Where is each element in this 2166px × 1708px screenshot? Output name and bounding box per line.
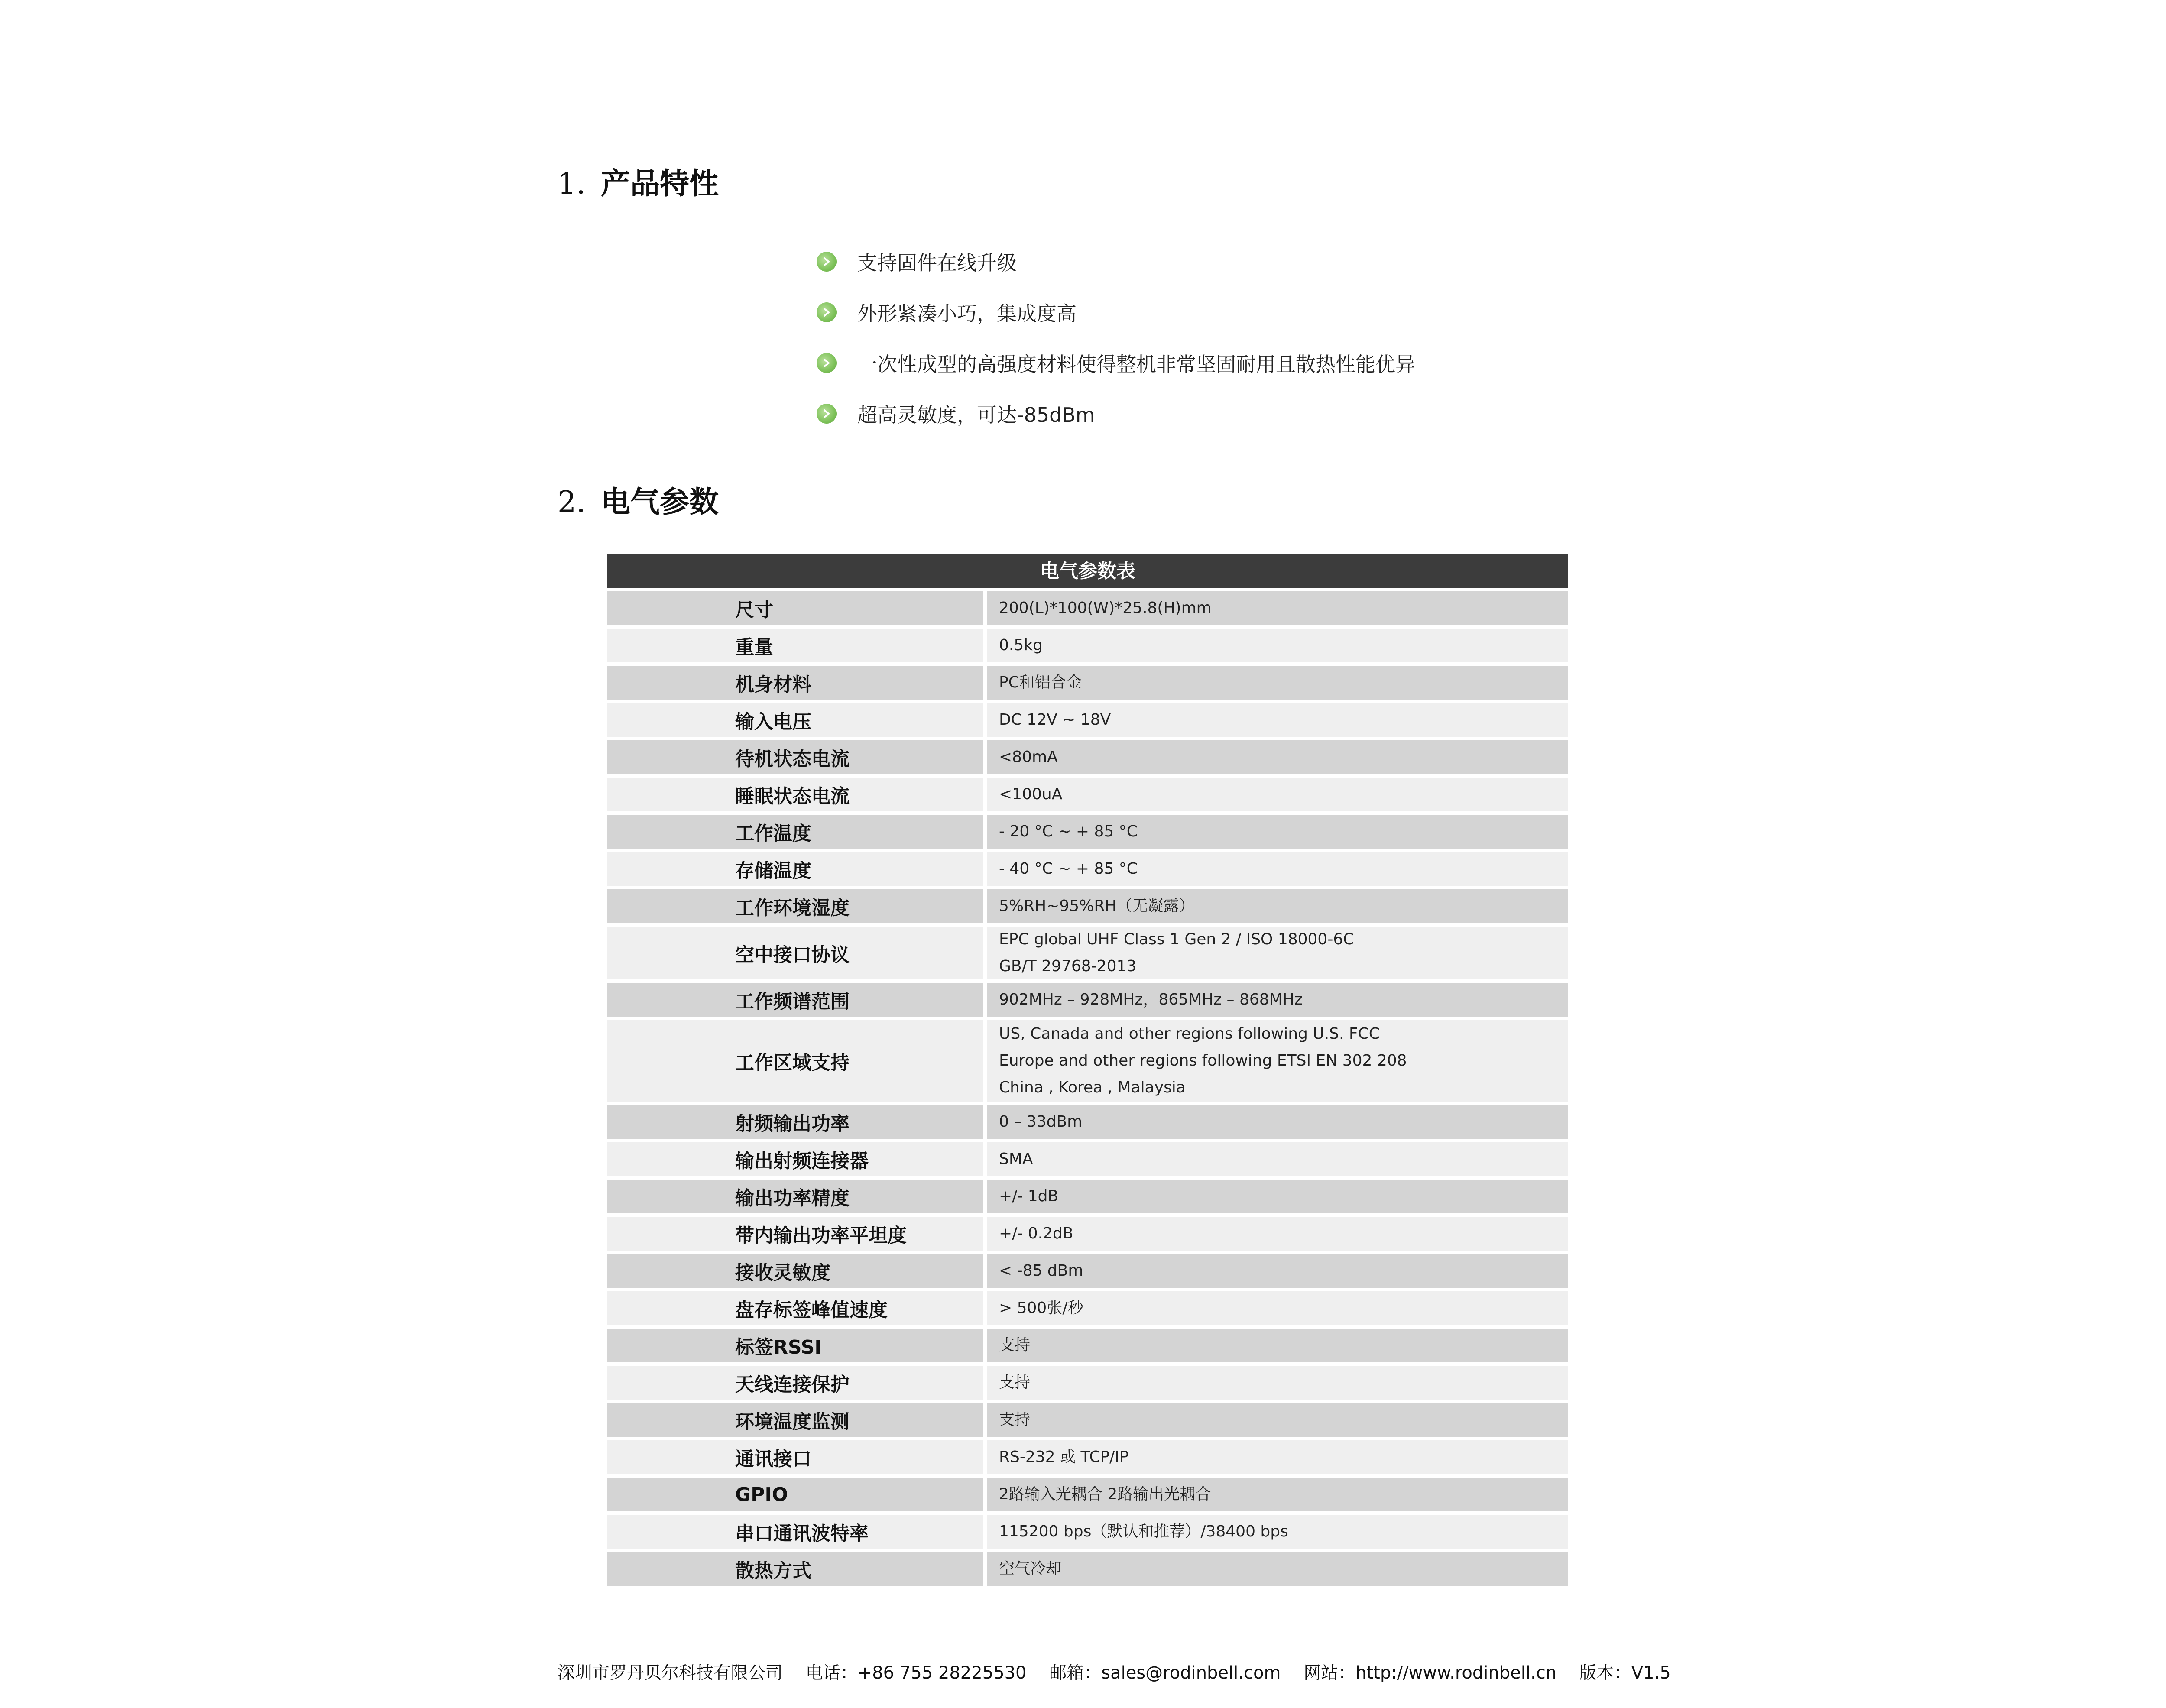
param-name: 空中接口协议: [607, 927, 983, 979]
param-name: 盘存标签峰值速度: [607, 1291, 983, 1325]
param-name: 工作温度: [607, 815, 983, 849]
param-value: [987, 1180, 1568, 1213]
param-name: 输入电压: [607, 703, 983, 737]
param-value-line: +/- 0.2dB: [999, 1225, 1073, 1242]
param-value: [987, 629, 1568, 662]
param-value: [987, 815, 1568, 849]
param-name: 尺寸: [607, 591, 983, 625]
param-value: [987, 852, 1568, 886]
param-value-line: PC和铝合金: [999, 674, 1082, 691]
param-value: [987, 703, 1568, 737]
table-row: [607, 923, 1568, 979]
section-2-number: 2.: [558, 485, 586, 519]
feature-text: 外形紧凑小巧，集成度高: [857, 301, 1077, 325]
param-name: 环境温度监测: [607, 1403, 983, 1437]
param-value-line: - 40 °C ~ + 85 °C: [999, 860, 1138, 878]
param-name: 散热方式: [607, 1552, 983, 1586]
table-row: [607, 774, 1568, 811]
feature-item: [817, 236, 1770, 287]
param-name: 通讯接口: [607, 1440, 983, 1474]
param-value-line: EPC global UHF Class 1 Gen 2 / ISO 18000-6C: [999, 930, 1354, 948]
param-value-line: GB/T 29768-2013: [999, 957, 1137, 975]
param-value-line: DC 12V ~ 18V: [999, 711, 1111, 729]
param-value: [987, 1020, 1568, 1102]
param-value-line: < -85 dBm: [999, 1262, 1083, 1280]
param-value-line: SMA: [999, 1150, 1033, 1168]
param-value: [987, 1478, 1568, 1511]
section-2-title: 电气参数: [601, 485, 719, 519]
param-value: [987, 1217, 1568, 1251]
param-name: 工作区域支持: [607, 1020, 983, 1102]
table-row: [607, 1362, 1568, 1400]
param-value-line: Europe and other regions following ETSI EN 302 208: [999, 1052, 1407, 1070]
param-name: 待机状态电流: [607, 740, 983, 774]
param-name: 天线连接保护: [607, 1366, 983, 1400]
param-value-line: 902MHz – 928MHz，865MHz – 868MHz: [999, 991, 1303, 1008]
param-value-line: 200(L)*100(W)*25.8(H)mm: [999, 599, 1212, 617]
table-row: [607, 1400, 1568, 1437]
param-name: 标签RSSI: [607, 1329, 983, 1362]
table-row: [607, 1176, 1568, 1213]
feature-text: 超高灵敏度，可达-85dBm: [857, 403, 1095, 427]
feature-item: [817, 388, 1770, 439]
table-row: [607, 811, 1568, 849]
param-value-line: <100uA: [999, 785, 1063, 803]
table-row: [607, 1251, 1568, 1288]
param-value: [987, 983, 1568, 1017]
table-header: 电气参数表: [607, 554, 1568, 588]
param-value: [987, 1366, 1568, 1400]
param-name: GPIO: [607, 1478, 983, 1511]
param-name: 睡眠状态电流: [607, 778, 983, 811]
section-1-number: 1.: [558, 167, 586, 201]
param-value-line: <80mA: [999, 748, 1058, 766]
table-row: [607, 1288, 1568, 1325]
param-value-line: +/- 1dB: [999, 1187, 1059, 1205]
param-value-line: 支持: [999, 1336, 1031, 1354]
param-value: [987, 1403, 1568, 1437]
table-row: [607, 700, 1568, 737]
param-value-line: US, Canada and other regions following U.S. FCC: [999, 1025, 1380, 1043]
table-row: [607, 1511, 1568, 1549]
footer-email: 邮箱：sales@rodinbell.com: [1049, 1663, 1281, 1683]
footer-version: 版本：V1.5: [1579, 1663, 1671, 1683]
electrical-params-table: [607, 554, 1568, 1586]
table-row: [607, 662, 1568, 700]
param-value: [987, 1254, 1568, 1288]
param-name: 机身材料: [607, 666, 983, 700]
table-row: [607, 886, 1568, 923]
page-footer: [558, 1659, 1688, 1684]
param-value-line: - 20 °C ~ + 85 °C: [999, 823, 1138, 840]
param-name: 输出射频连接器: [607, 1142, 983, 1176]
param-name: 输出功率精度: [607, 1180, 983, 1213]
arrow-bullet-icon: [817, 353, 837, 373]
param-value-line: 支持: [999, 1374, 1031, 1391]
param-name: 带内输出功率平坦度: [607, 1217, 983, 1251]
table-row: [607, 588, 1568, 625]
param-value-line: 115200 bps（默认和推荐）/38400 bps: [999, 1523, 1288, 1540]
table-row: [607, 1017, 1568, 1102]
arrow-bullet-icon: [817, 252, 837, 272]
param-value: [987, 591, 1568, 625]
feature-text: 支持固件在线升级: [857, 251, 1017, 275]
param-value: [987, 1440, 1568, 1474]
param-name: 射频输出功率: [607, 1105, 983, 1139]
table-row: [607, 1437, 1568, 1474]
footer-website: 网站：http://www.rodinbell.cn: [1303, 1663, 1557, 1683]
section-1-heading: [558, 160, 719, 202]
param-name: 接收灵敏度: [607, 1254, 983, 1288]
param-value: [987, 1515, 1568, 1549]
param-name: 工作频谱范围: [607, 983, 983, 1017]
param-value: [987, 927, 1568, 979]
param-name: 重量: [607, 629, 983, 662]
param-value-line: 支持: [999, 1411, 1031, 1429]
footer-phone: 电话：+86 755 28225530: [805, 1663, 1027, 1683]
table-row: [607, 1213, 1568, 1251]
table-row: [607, 625, 1568, 662]
table-row: [607, 737, 1568, 774]
param-value: [987, 778, 1568, 811]
feature-list: [817, 236, 1770, 439]
param-value: [987, 1329, 1568, 1362]
param-value: [987, 1142, 1568, 1176]
section-2-heading: [558, 479, 719, 521]
param-value: [987, 1552, 1568, 1586]
table-body: [607, 588, 1568, 1586]
param-value-line: 0 – 33dBm: [999, 1113, 1083, 1131]
feature-item: [817, 287, 1770, 337]
param-value: [987, 740, 1568, 774]
param-value-line: 0.5kg: [999, 636, 1043, 654]
table-row: [607, 1139, 1568, 1176]
feature-item: [817, 337, 1770, 388]
param-value-line: 5%RH~95%RH（无凝露）: [999, 897, 1195, 915]
param-value-line: > 500张/秒: [999, 1299, 1083, 1317]
table-row: [607, 1102, 1568, 1139]
table-row: [607, 979, 1568, 1017]
param-name: 串口通讯波特率: [607, 1515, 983, 1549]
param-value: [987, 1105, 1568, 1139]
arrow-bullet-icon: [817, 302, 837, 322]
table-row: [607, 1325, 1568, 1362]
param-value-line: RS-232 或 TCP/IP: [999, 1448, 1129, 1466]
param-value: [987, 1291, 1568, 1325]
param-value-line: China , Korea , Malaysia: [999, 1079, 1186, 1096]
feature-text: 一次性成型的高强度材料使得整机非常坚固耐用且散热性能优异: [857, 352, 1415, 376]
param-value-line: 空气冷却: [999, 1560, 1062, 1578]
table-row: [607, 849, 1568, 886]
param-value: [987, 666, 1568, 700]
arrow-bullet-icon: [817, 404, 837, 424]
section-1-title: 产品特性: [601, 167, 719, 201]
footer-company: 深圳市罗丹贝尔科技有限公司: [558, 1663, 783, 1683]
param-name: 存储温度: [607, 852, 983, 886]
table-row: [607, 1549, 1568, 1586]
param-value-line: 2路输入光耦合 2路输出光耦合: [999, 1485, 1211, 1503]
param-name: 工作环境湿度: [607, 889, 983, 923]
param-value: [987, 889, 1568, 923]
table-row: [607, 1474, 1568, 1511]
